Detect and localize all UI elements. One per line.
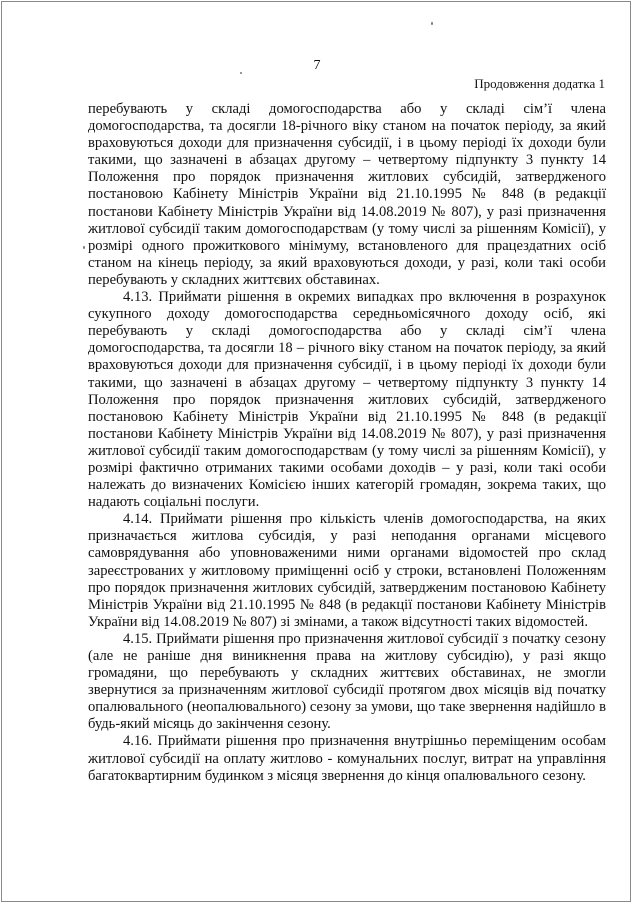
page-number: 7 (313, 58, 321, 73)
scan-speck (83, 246, 85, 249)
appendix-continuation-note: Продовження додатка 1 (474, 76, 605, 91)
paragraph-4-14: 4.14. Приймати рішення про кількість членів домогосподарства, на яких призначається житлова субсидія, у разі неподання органами місцевого самоврядування або уповноваженими ними органами відомостей про склад зареєстрованих у житловому приміщенні осіб у строки, встановлені Положенням про порядок призначення житлових субсидій, затвердженим постановою Кабінету Міністрів України від 21.10.1995 № 848 (в редакції постанови Кабінету Міністрів України від 14.08.2019 № 807) зі змінами, а також відсутності таких відомостей. (88, 511, 606, 630)
paragraph-4-12-continuation: перебувають у складі домогосподарства або у складі сім’ї члена домогосподарства, та досягли 18-річного віку станом на початок періоду, за який враховуються доходи для призначення субсидії, і в цьому періоді їх доходи були такими, що зазначені в абзацах другому – четвертому підпункту 3 пункту 14 Положення про порядок призначення житлових субсидій, затвердженого постановою Кабінету Міністрів України від 21.10.1995 № 848 (в редакції постанови Кабінету Міністрів України від 14.08.2019 № 807), у разі призначення житлової субсидії таким домогосподарствам (у тому числі за рішенням Комісії), у розмірі одного прожиткового мінімуму, встановленого для працездатних осіб станом на кінець періоду, за який враховуються доходи, у разі, коли такі особи перебувають у складних життєвих обставинах. (88, 101, 606, 288)
paragraph-4-16: 4.16. Приймати рішення про призначення внутрішньо переміщеним особам житлової субсидії на оплату житлово - комунальних послуг, витрат на управління багатоквартирним будинком з місяця звернення до кінця опалювального сезону. (88, 733, 606, 784)
document-body (88, 101, 606, 785)
paragraph-4-15: 4.15. Приймати рішення про призначення житлової субсидії з початку сезону (але не раніше дня виникнення права на житлову субсидію), у разі якщо громадяни, що перебувають у складних життєвих обставинах, не змогли звернутися за призначенням житлової субсидії протягом двох місяців від початку опалювального (неопалювального) сезону за умови, що таке звернення надійшло в будь-який місяць до закінчення сезону. (88, 630, 606, 733)
scan-speck (431, 22, 433, 25)
paragraph-4-13: 4.13. Приймати рішення в окремих випадках про включення в розрахунок сукупного доходу домогосподарства середньомісячного доходу осіб, які перебувають у складі домогосподарства або у складі сім’ї члена домогосподарства, та досягли 18 – річного віку станом на початок періоду, за який враховуються доходи для призначення субсидії, і в цьому періоді їх доходи були такими, що зазначені в абзацах другому – четвертому підпункту 3 пункту 14 Положення про порядок призначення житлових субсидій, затвердженого постановою Кабінету Міністрів України від 21.10.1995 № 848 (в редакції постанови Кабінету Міністрів України від 14.08.2019 № 807), у разі призначення житлової субсидії таким домогосподарствам (у тому числі за рішенням Комісії), у розмірі фактично отриманих такими особами доходів – у разі, коли такі особи належать до визначених Комісією інших категорій громадян, зокрема таких, що надають соціальні послуги. (88, 289, 606, 511)
